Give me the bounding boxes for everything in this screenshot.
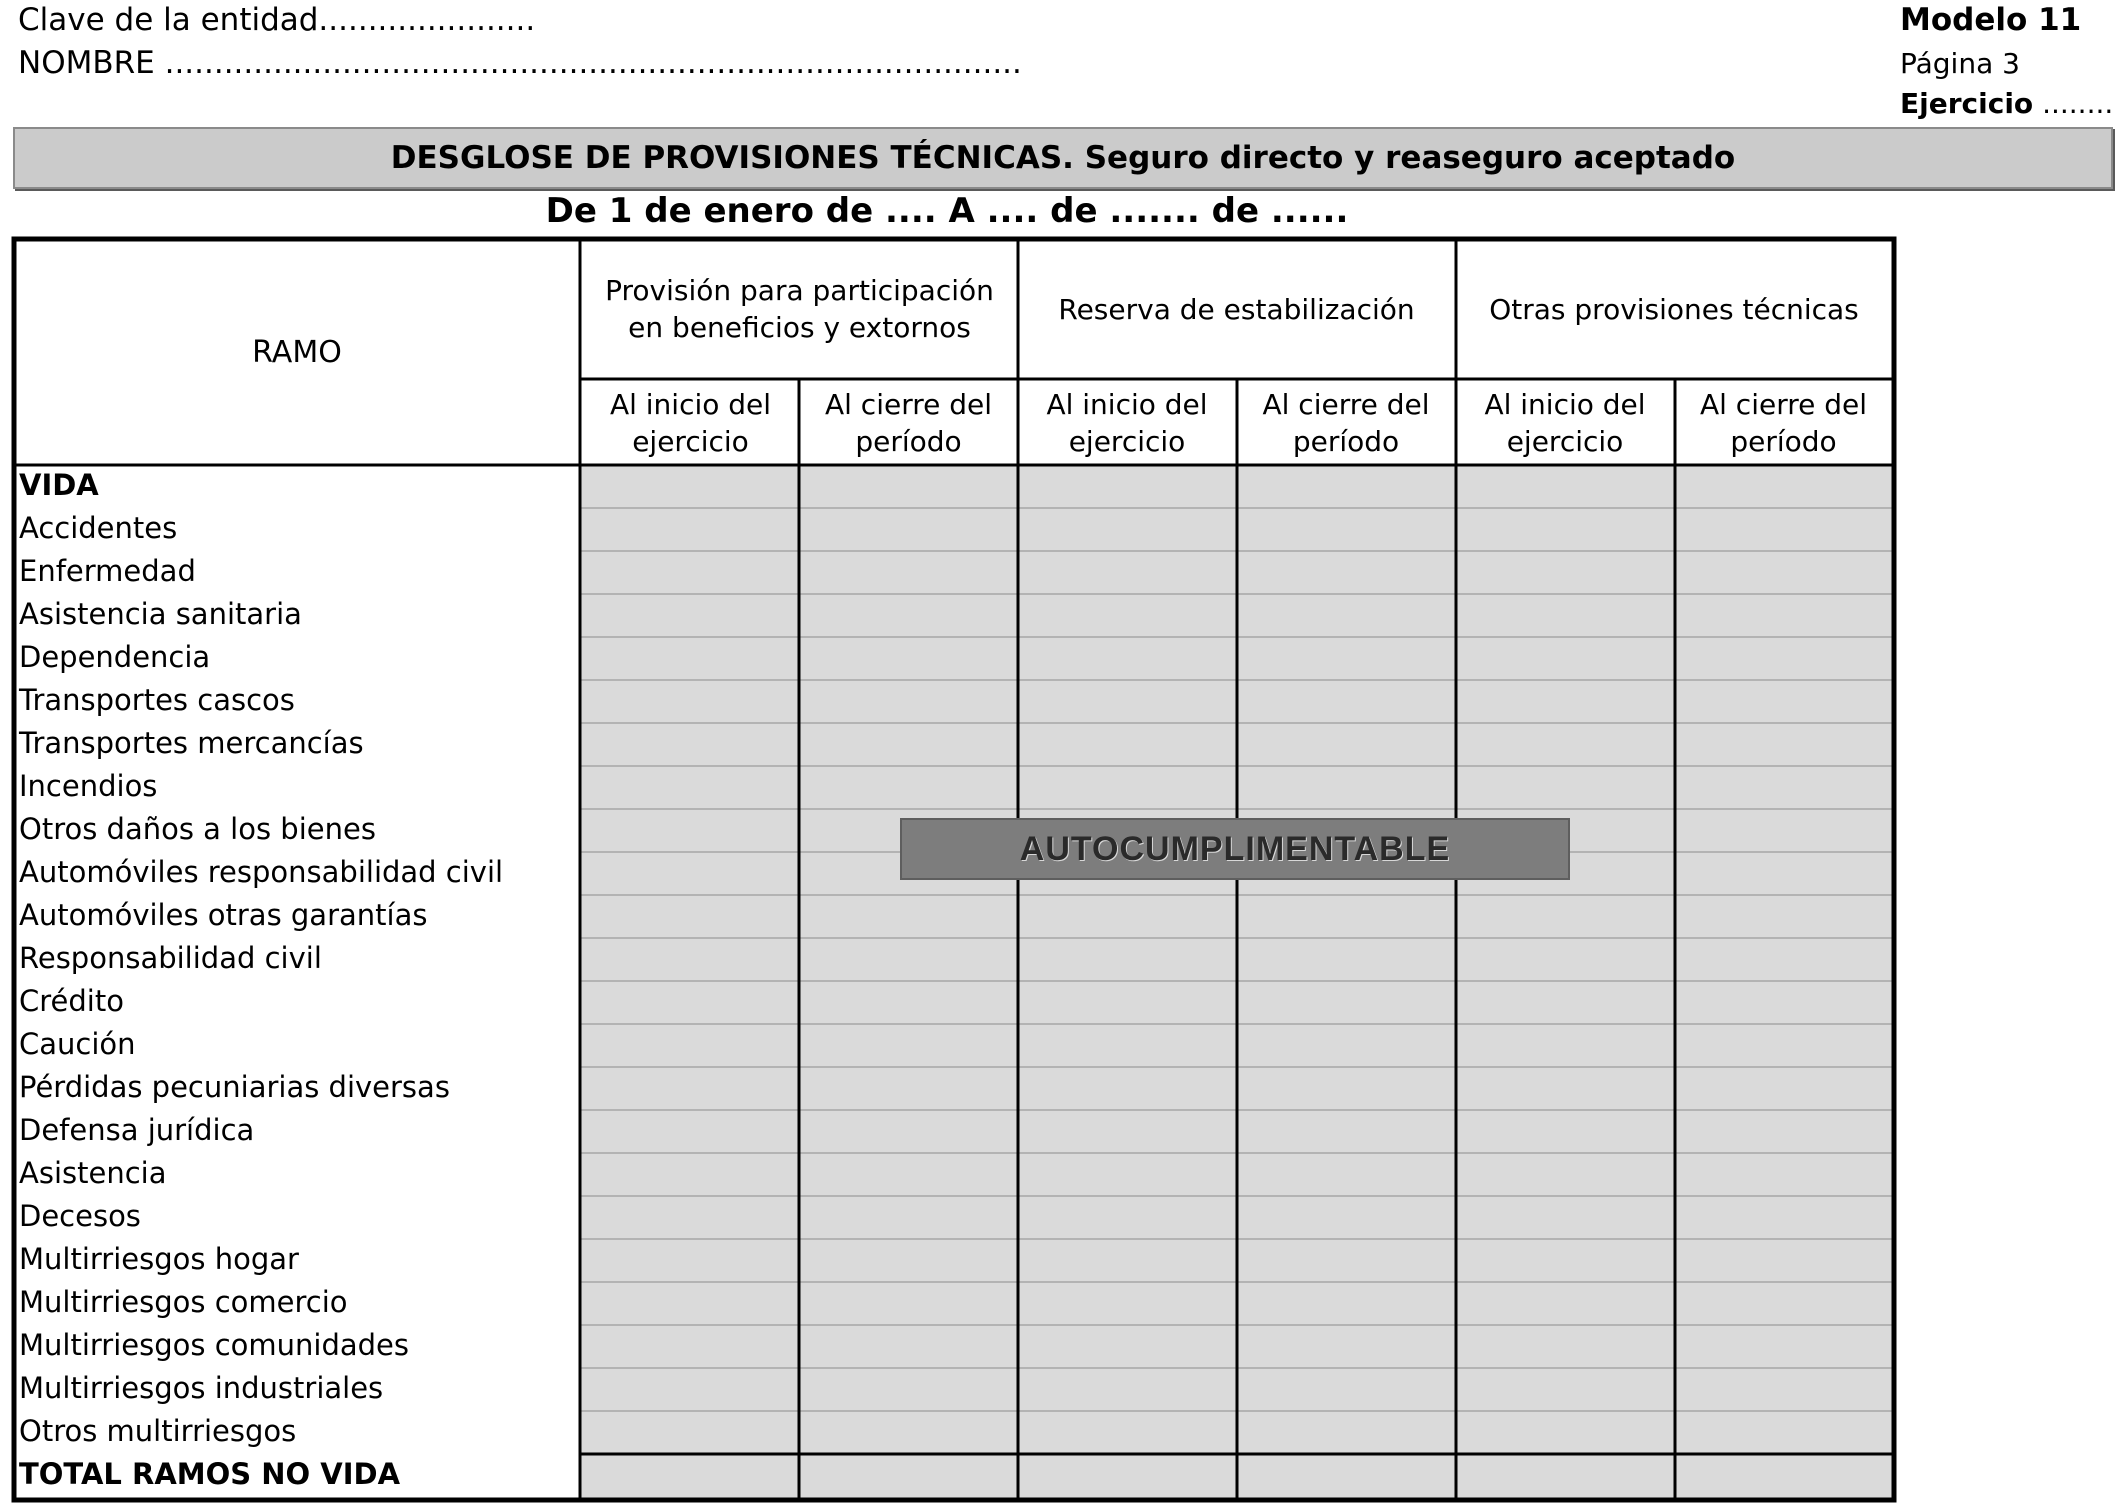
- subheader-inicio: Al inicio del ejercicio: [609, 388, 772, 458]
- ramo-row-label: Automóviles otras garantías: [19, 898, 428, 932]
- ramo-row-label: Incendios: [19, 769, 158, 803]
- ramo-row-label: Enfermedad: [19, 554, 196, 588]
- ramo-row-label: Multirriesgos industriales: [19, 1371, 384, 1405]
- subheader-cierre: Al cierre del período: [1699, 388, 1868, 458]
- group-header-otras: Otras provisiones técnicas: [1489, 292, 1859, 326]
- ramo-row-label: TOTAL RAMOS NO VIDA: [19, 1457, 401, 1491]
- ramo-row-label: Decesos: [19, 1199, 141, 1233]
- subheader-inicio: Al inicio del ejercicio: [1484, 388, 1646, 458]
- ramo-row-label: Transportes mercancías: [19, 726, 364, 760]
- group-header-estabilizacion: Reserva de estabilización: [1058, 292, 1415, 326]
- ejercicio-label: Ejercicio: [1900, 87, 2034, 120]
- ramo-row-label: Multirriesgos comercio: [19, 1285, 348, 1319]
- ramo-row-label: Pérdidas pecuniarias diversas: [19, 1070, 450, 1104]
- period-title: De 1 de enero de .... A .... de ....... de ......: [545, 191, 1349, 231]
- modelo-label: Modelo 11: [1900, 2, 2082, 38]
- autocumplimentable-stamp: AUTOCUMPLIMENTABLE: [900, 818, 1570, 880]
- ramo-row-label: Multirriesgos hogar: [19, 1242, 299, 1276]
- group-header-participacion: Provisión para participación en beneficios y extornos: [605, 274, 994, 344]
- ramo-header: RAMO: [252, 334, 342, 370]
- ramo-row-label: Automóviles responsabilidad civil: [19, 855, 504, 889]
- ramo-row-label: Responsabilidad civil: [19, 941, 322, 975]
- ramo-row-label: Asistencia sanitaria: [19, 597, 302, 631]
- subheader-cierre: Al cierre del período: [1262, 388, 1430, 458]
- ramo-row-label: Otros multirriesgos: [19, 1414, 297, 1448]
- title-banner: DESGLOSE DE PROVISIONES TÉCNICAS. Seguro directo y reaseguro aceptado: [13, 127, 2113, 189]
- ejercicio-dots: ........: [2042, 87, 2114, 120]
- ramo-row-label: VIDA: [19, 468, 99, 502]
- ramo-row-label: Asistencia: [19, 1156, 167, 1190]
- clave-entidad-label: Clave de la entidad......................: [18, 2, 536, 38]
- ramo-row-label: Defensa jurídica: [19, 1113, 255, 1147]
- ramo-row-label: Caución: [19, 1027, 136, 1061]
- pagina-label: Página 3: [1900, 47, 2020, 80]
- subheader-cierre: Al cierre del período: [824, 388, 993, 458]
- ramo-row-label: Crédito: [19, 984, 124, 1018]
- ramo-row-label: Dependencia: [19, 640, 211, 674]
- ramo-row-label: Otros daños a los bienes: [19, 812, 376, 846]
- ramo-row-label: Multirriesgos comunidades: [19, 1328, 409, 1362]
- nombre-label: NOMBRE .......................................................................................: [18, 45, 1022, 81]
- ramo-row-label: Accidentes: [19, 511, 178, 545]
- ramo-row-label: Transportes cascos: [19, 683, 295, 717]
- subheader-inicio: Al inicio del ejercicio: [1046, 388, 1208, 458]
